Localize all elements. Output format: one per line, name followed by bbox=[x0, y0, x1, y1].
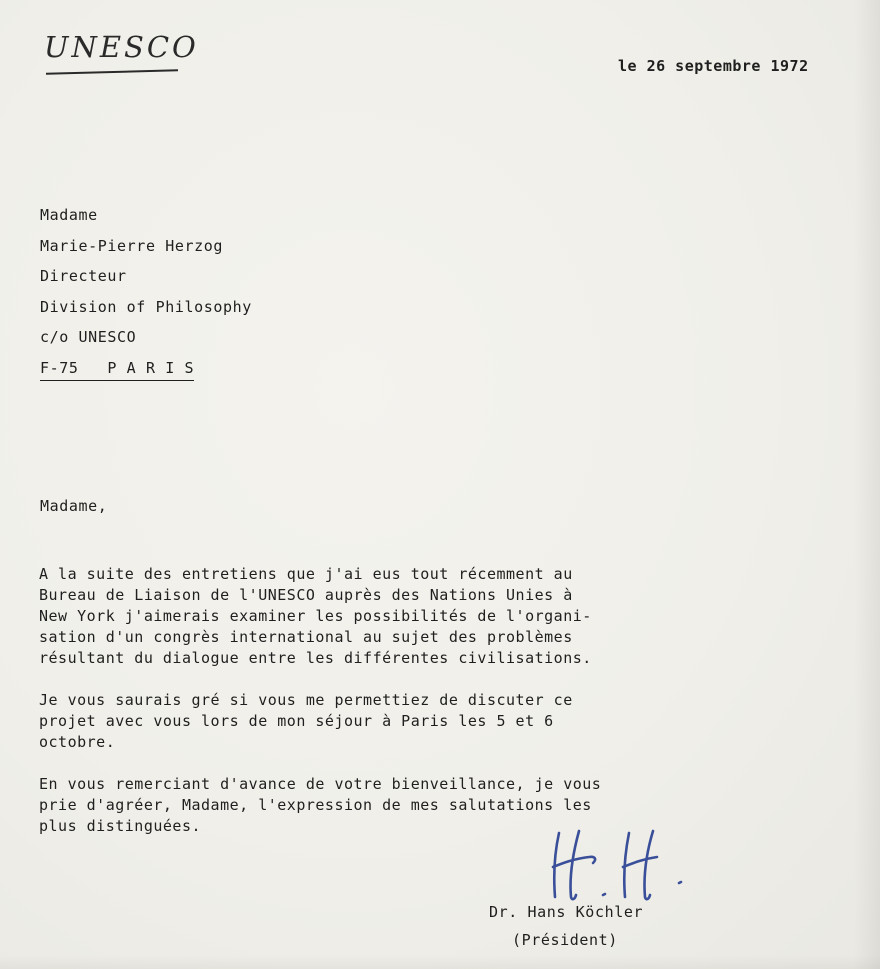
recipient-line: Directeur bbox=[40, 267, 127, 285]
letter-body bbox=[39, 564, 779, 858]
paper-bottom-shadow bbox=[0, 955, 880, 969]
text-line: résultant du dialogue entre les différentes civilisations. bbox=[39, 649, 592, 667]
handwritten-underline bbox=[46, 69, 178, 74]
text-line: projet avec vous lors de mon séjour à Paris les 5 et 6 bbox=[39, 712, 554, 730]
recipient-line: Division of Philosophy bbox=[40, 297, 252, 316]
handwritten-annotation: UNESCO bbox=[44, 30, 199, 64]
recipient-address bbox=[40, 200, 252, 383]
paper-edge-shadow bbox=[854, 0, 880, 969]
paragraph bbox=[39, 564, 779, 669]
text-line: plus distinguées. bbox=[39, 817, 202, 835]
text-line: octobre. bbox=[39, 733, 116, 751]
text-line: prie d'agréer, Madame, l'expression de mes salutations les bbox=[39, 796, 592, 814]
text-line: En vous remerciant d'avance de votre bienveillance, je vous bbox=[39, 775, 602, 793]
text-line: Bureau de Liaison de l'UNESCO auprès des Nations Unies à bbox=[39, 586, 573, 604]
letter-date: le 26 septembre 1972 bbox=[618, 57, 809, 75]
signature-initials bbox=[545, 827, 695, 905]
text-line: New York j'aimerais examiner les possibilités de l'organi- bbox=[39, 607, 592, 625]
text-line: sation d'un congrès international au sujet des problèmes bbox=[39, 628, 573, 646]
salutation: Madame, bbox=[40, 497, 108, 515]
recipient-line: c/o UNESCO bbox=[40, 328, 137, 346]
recipient-line: Marie-Pierre Herzog bbox=[40, 236, 223, 255]
paragraph bbox=[39, 690, 779, 753]
text-line: A la suite des entretiens que j'ai eus tout récemment au bbox=[39, 565, 573, 583]
text-line: Je vous saurais gré si vous me permettiez de discuter ce bbox=[39, 691, 573, 709]
recipient-city: F-75 P A R I S bbox=[40, 358, 194, 381]
signatory-name: Dr. Hans Köchler bbox=[489, 903, 644, 921]
recipient-line: Madame bbox=[40, 206, 98, 224]
signatory-title: (Président) bbox=[512, 931, 618, 949]
